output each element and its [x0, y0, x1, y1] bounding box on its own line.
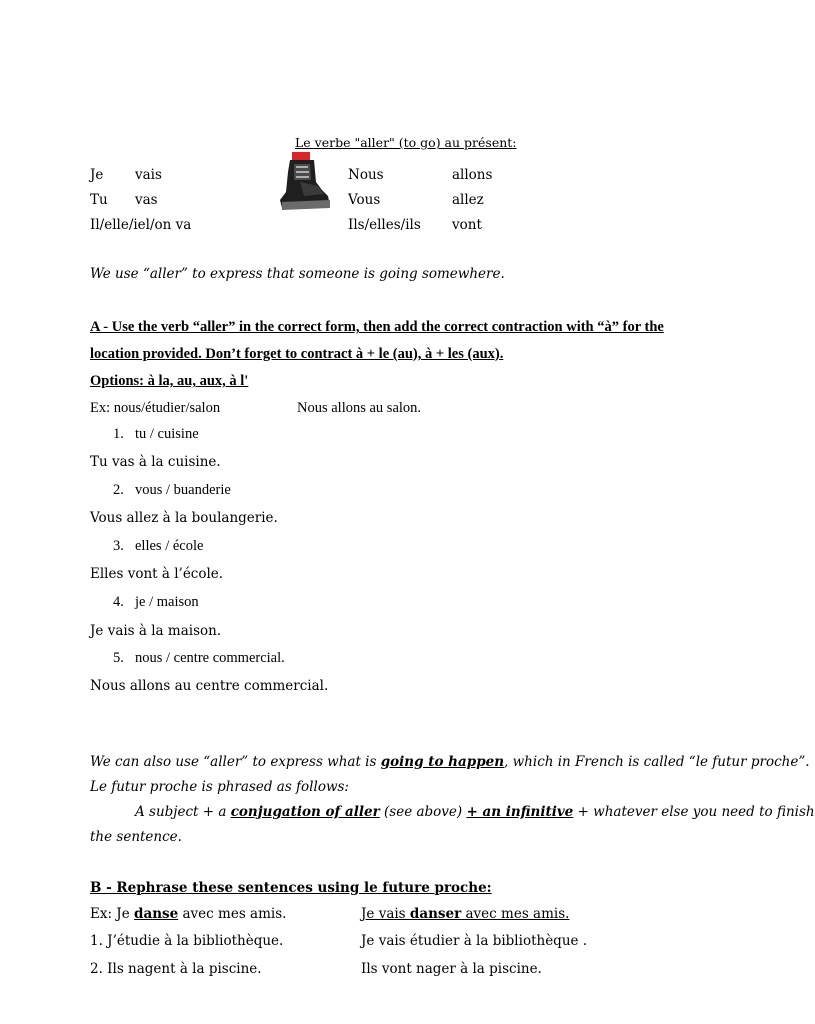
item-prompt: je / maison — [135, 594, 199, 610]
item-answer: Tu vas à la cuisine. — [90, 454, 221, 470]
conj-pronoun-nous: Nous — [348, 167, 384, 183]
section-b-example-right — [361, 906, 569, 922]
item-number: 5. — [113, 650, 124, 666]
futur-note-line4: the sentence. — [90, 829, 182, 845]
section-b-example-left — [90, 906, 286, 922]
example-text: avec mes amis. — [178, 906, 287, 922]
section-b-title: B - Rephrase these sentences using le future proche: — [90, 880, 492, 896]
conj-verb-allons: allons — [452, 167, 493, 183]
conj-pronoun-ils: Ils/elles/ils — [348, 217, 421, 233]
example-verb: danse — [134, 906, 179, 922]
section-a-example-answer: Nous allons au salon. — [297, 400, 422, 416]
section-b-item-right: Ils vont nager à la piscine. — [361, 961, 542, 977]
futur-note-text: , which in French is called “le futur proche”. — [504, 754, 810, 770]
conj-pronoun-tu: Tu — [90, 192, 108, 208]
futur-note-text: We can also use “aller” to express what is — [90, 754, 381, 770]
section-b-item-left: 1. J’étudie à la bibliothèque. — [90, 933, 284, 949]
boot-image — [274, 152, 332, 212]
conj-verb-vais: vais — [135, 167, 162, 183]
section-a-example-prompt: Ex: nous/étudier/salon — [90, 400, 221, 416]
futur-note-text: A subject + a — [135, 804, 231, 820]
conj-pronoun-vous: Vous — [348, 192, 381, 208]
section-a-options: Options: à la, au, aux, à l' — [90, 373, 249, 389]
conj-verb-allez: allez — [452, 192, 484, 208]
item-number: 4. — [113, 594, 124, 610]
section-a-instruction-line1: A - Use the verb “aller” in the correct form, then add the correct contraction with “à” for the — [90, 319, 664, 335]
page-title: Le verbe "aller" (to go) au présent: — [295, 135, 517, 150]
futur-note-emphasis: + an infinitive — [466, 804, 574, 820]
futur-note-text: (see above) — [379, 804, 467, 820]
conj-verb-vont: vont — [452, 217, 482, 233]
example-verb: danser — [409, 906, 462, 922]
conj-pronoun-je: Je — [90, 167, 104, 183]
intro-note: We use “aller” to express that someone is going somewhere. — [90, 266, 505, 282]
item-number: 3. — [113, 538, 124, 554]
item-prompt: tu / cuisine — [135, 426, 199, 442]
futur-note-text: + whatever else you need to finish — [573, 804, 815, 820]
conj-verb-vas: vas — [135, 192, 158, 208]
item-answer: Elles vont à l’école. — [90, 566, 224, 582]
example-text: avec mes amis. — [461, 906, 570, 922]
section-b-item-right: Je vais étudier à la bibliothèque . — [361, 933, 588, 949]
section-b-item-left: 2. Ils nagent à la piscine. — [90, 961, 262, 977]
futur-note-line1 — [90, 754, 810, 770]
futur-note-line2: Le futur proche is phrased as follows: — [90, 779, 349, 795]
item-answer: Je vais à la maison. — [90, 623, 222, 639]
item-number: 2. — [113, 482, 124, 498]
futur-note-emphasis: going to happen — [380, 754, 505, 770]
item-number: 1. — [113, 426, 124, 442]
section-a-instruction-line2: location provided. Don’t forget to contract à + le (au), à + les (aux). — [90, 346, 504, 362]
item-prompt: vous / buanderie — [135, 482, 231, 498]
example-text: Ex: Je — [90, 906, 135, 922]
example-text: Je vais — [361, 906, 410, 922]
item-answer: Vous allez à la boulangerie. — [90, 510, 278, 526]
futur-note-line3 — [135, 804, 815, 820]
futur-note-emphasis: conjugation of aller — [230, 804, 380, 820]
item-prompt: nous / centre commercial. — [135, 650, 285, 666]
item-answer: Nous allons au centre commercial. — [90, 678, 329, 694]
item-prompt: elles / école — [135, 538, 204, 554]
conj-pronoun-il: Il/elle/iel/on va — [90, 217, 192, 233]
